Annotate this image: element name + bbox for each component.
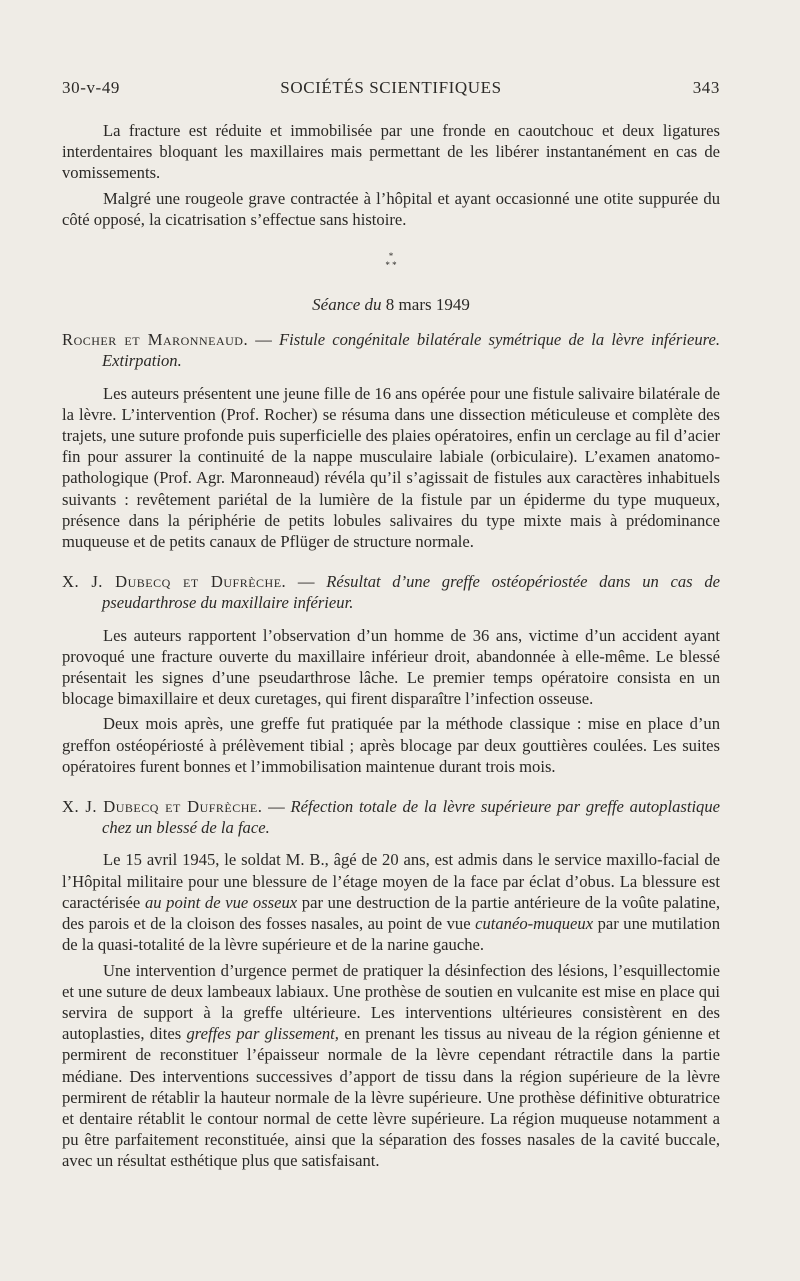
header-journal-section: SOCIÉTÉS SCIENTIFIQUES — [280, 78, 502, 97]
separator-star-top: * — [388, 251, 394, 262]
entry1-paragraph-1: Les auteurs présentent une jeune fille de 16 ans opérée pour une fistule salivaire bilatérale de la lèvre. L’intervention (Prof. Rocher) se résuma dans une dissection méticuleuse et complète des trajets, une suture profonde puis superficielle des plaies opératoires, enfin un cerclage au fil d’acier fin pour assurer la continuité de la nappe musculaire labiale (orbiculaire). L’examen anatomo-pathologique (Prof. Agr. Maronneaud) révéla qu’il s’agissait de fistules aux caractères inhabituels suivants : revêtement pariétal de la lumière de la fistule par un épiderme du type muqueux, présence dans la périphérie de petits lobules salivaires du type mixte mais à prédominance muqueuse et de petits canaux de Pflüger de structure normale. — [62, 383, 720, 552]
section-separator — [62, 240, 720, 286]
entry3-p2-text-a: Une intervention d’urgence permet de pratiquer la désinfection des lésions, l’esquillectomie et une suture de deux lambeaux labiaux. Une prothèse de soutien en vulcanite est mise en place qui servira de support à la greffe ultérieure. Les interventions ultérieures consistèrent en des autoplasties, dites — [62, 960, 720, 1044]
running-header — [62, 78, 720, 102]
entry3-p1-text-c: par une mutilation de la quasi-totalité de la lèvre supérieure et de la narine gauche. — [62, 914, 720, 955]
entry2-paragraph-2: Deux mois après, une greffe fut pratiquée par la méthode classique : mise en place d’un greffon ostéopériosté à prélèvement tibial ; après blocage par deux gouttières coulées. Les suites opératoires furent bonnes et l’immobilisation maintenue durant trois mois. — [62, 714, 720, 776]
intro-paragraph-1: La fracture est réduite et immobilisée par une fronde en caoutchouc et deux ligatures interdentaires bloquant les maxillaires mais permettant de les libérer instantanément en cas de vomissements. — [62, 121, 720, 183]
entry3-p1-text-b: par une destruction de la partie antérieure de la voûte palatine, des parois et de la cloison des fosses nasales, au point de vue — [62, 892, 721, 934]
entry3-p2-italic-greffes: greffes par glissement, — [186, 1024, 339, 1044]
entry1-title: Fistule congénitale bilatérale symétrique de la lèvre inférieure. Extirpation. — [102, 330, 720, 371]
entry3-p1-italic-osseux: au point de vue osseux — [144, 892, 298, 912]
entry1-dash: — — [248, 330, 280, 350]
entry1-heading — [62, 329, 720, 371]
entry3-heading — [62, 796, 720, 838]
entry1-authors: Rocher et Maronneaud. — [62, 330, 249, 350]
entry3-paragraph-2 — [62, 960, 720, 1172]
header-date: 30-v-49 — [62, 78, 121, 97]
session-label: Séance du — [312, 295, 382, 315]
entry2-paragraph-1: Les auteurs rapportent l’observation d’un homme de 36 ans, victime d’un accident ayant provoqué une fracture ouverte du maxillaire inférieur droit, abandonnée à elle-même. Le blessé présentait les signes d’une pseudarthrose lâche. Le premier temps opératoire consista en un blocage bimaxillaire et deux curetages, qui firent disparaître l’infection osseuse. — [62, 625, 720, 709]
entry3-authors: X. J. Dubecq et Dufrèche. — [62, 797, 263, 817]
entry3-p2-text-b: en prenant les tissus au niveau de la région génienne et permirent de reconstituer l’épaisseur normale de la lèvre cependant rétractile dans la partie médiane. Des interventions successives d’apport de tissu dans la région supérieure de la lèvre permirent de rétablir la hauteur normale de la lèvre supérieure. Une prothèse définitive obturatrice et dentaire rétablit le contour normal de cette lèvre supérieure. La région muqueuse notamment a pu être parfaitement reconstituée, ainsi que la séparation des fosses nasales de la cavité buccale, avec un résultat esthétique plus que satisfaisant. — [62, 1024, 720, 1171]
entry3-paragraph-1 — [62, 849, 720, 955]
entry2-dash: — — [286, 572, 327, 592]
separator-stars-bottom: * * — [385, 260, 397, 271]
entry2-heading — [62, 571, 720, 613]
entry3-dash: — — [262, 797, 291, 817]
entry3-p1-italic-cutaneo: cutanéo-muqueux — [475, 914, 594, 934]
page-body — [62, 120, 720, 1172]
intro-paragraph-2: Malgré une rougeole grave contractée à l’hôpital et ayant occasionné une otite suppurée du côté opposé, la cicatrisation s’effectue sans histoire. — [62, 188, 720, 229]
entry3-p1-text-a: Le 15 avril 1945, le soldat M. B., âgé de 20 ans, est admis dans le service maxillo-facial de l’Hôpital militaire pour une blessure de l’étage moyen de la face par éclat d’obus. La blessure est caractérisée — [62, 850, 720, 912]
entry2-authors: X. J. Dubecq et Dufrèche. — [62, 572, 287, 592]
page-number: 343 — [692, 78, 720, 97]
session-date: 8 mars 1949 — [385, 295, 470, 315]
entry2-title: Résultat d’une greffe ostéopériostée dans un cas de pseudarthrose du maxillaire inférieur. — [102, 572, 721, 613]
entry3-title: Réfection totale de la lèvre supérieure par greffe autoplastique chez un blessé de la face. — [102, 797, 721, 838]
session-heading — [62, 294, 720, 315]
